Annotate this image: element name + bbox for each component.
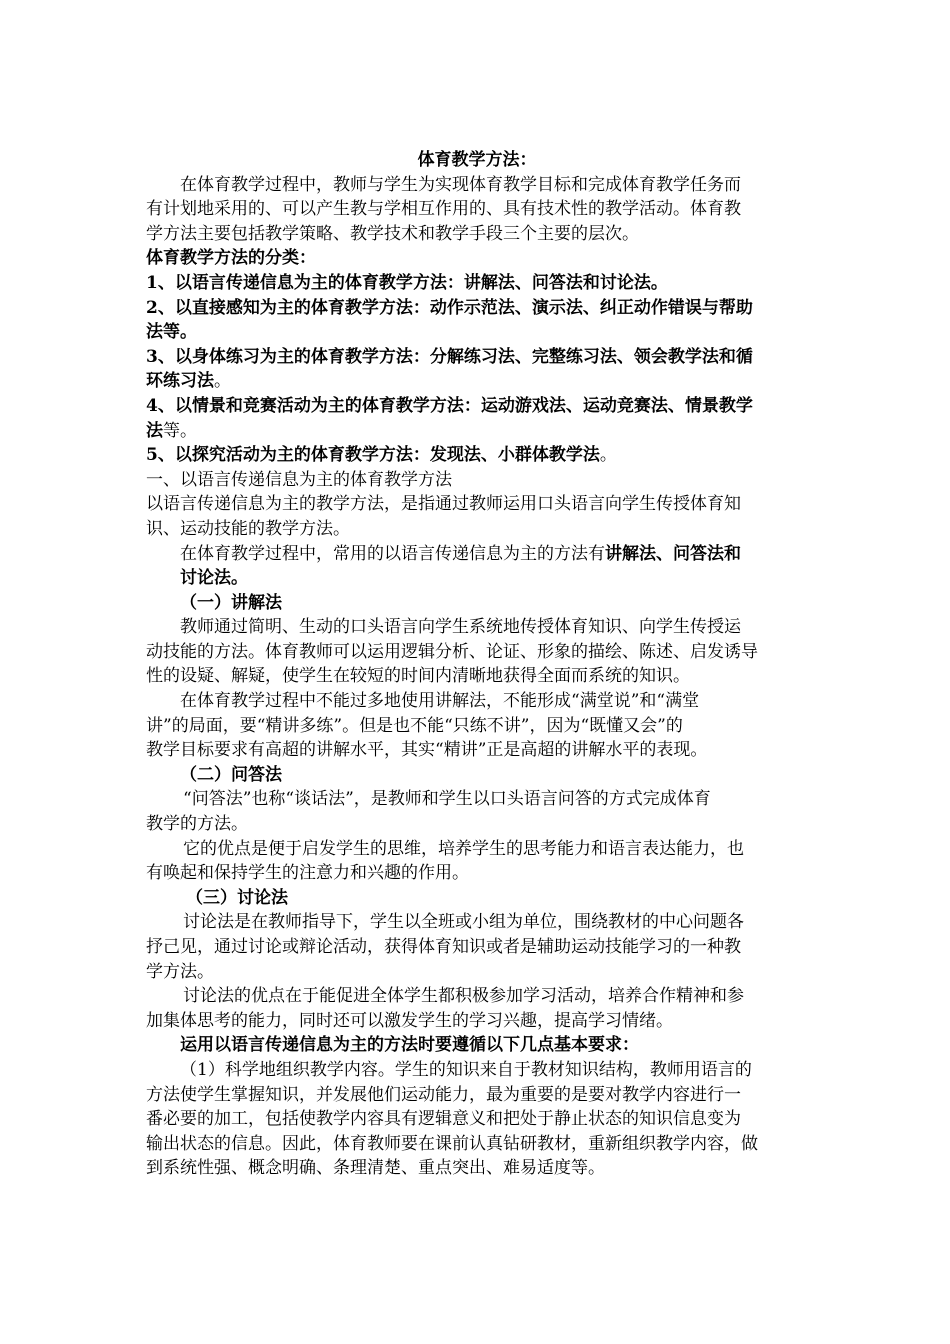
paragraph-line: 性的设疑、解疑，使学生在较短的时间内清晰地获得全面而系统的知识。: [146, 666, 690, 687]
paragraph-line: 动技能的方法。体育教师可以运用逻辑分析、论证、形象的描绘、陈述、启发诱导: [146, 641, 758, 662]
paragraph-line: （1）科学地组织教学内容。学生的知识来自于教材知识结构，教师用语言的: [180, 1059, 752, 1080]
paragraph-line: 有唤起和保持学生的注意力和兴趣的作用。: [146, 863, 469, 884]
common-methods-line: 在体育教学过程中，常用的以语言传递信息为主的方法有讲解法、问答法和: [180, 543, 741, 564]
paragraph-line: 在体育教学过程中不能过多地使用讲解法，不能形成“满堂说”和“满堂: [180, 691, 700, 712]
classification-item: 法等。: [146, 322, 197, 343]
section-definition-line: 以语言传递信息为主的教学方法，是指通过教师运用口头语言向学生传授体育知: [146, 494, 741, 515]
classification-heading: 体育教学方法的分类：: [146, 248, 316, 269]
paragraph-line: 抒己见，通过讨论或辩论活动，获得体育知识或者是辅助运动技能学习的一种教: [146, 937, 741, 957]
paragraph-line: 讨论法的优点在于能促进全体学生都积极参加学习活动，培养合作精神和参: [183, 986, 744, 1007]
classification-item: 5、以探究活动为主的体育教学方法：发现法、小群体教学法。: [146, 445, 617, 466]
document-title: 体育教学方法：: [417, 150, 537, 170]
paragraph-line: 教师通过简明、生动的口头语言向学生系统地传授体育知识、向学生传授运: [180, 617, 741, 638]
intro-line: 有计划地采用的、可以产生教与学相互作用的、具有技术性的教学活动。体育教: [146, 199, 741, 220]
paragraph-line: 到系统性强、概念明确、条理清楚、重点突出、难易适度等。: [146, 1158, 605, 1179]
subsection-heading: （三）讨论法: [186, 887, 288, 908]
common-methods-line: 讨论法。: [180, 568, 248, 589]
paragraph-line: 加集体思考的能力，同时还可以激发学生的学习兴趣，提高学习情绪。: [146, 1010, 673, 1031]
classification-item: 2、以直接感知为主的体育教学方法：动作示范法、演示法、纠正动作错误与帮助: [146, 297, 753, 318]
requirements-heading: 运用以语言传递信息为主的方法时要遵循以下几点基本要求：: [180, 1035, 639, 1056]
section-heading: 一、以语言传递信息为主的体育教学方法: [146, 469, 452, 490]
paragraph-line: 学方法。: [146, 961, 214, 982]
paragraph-line: 讨论法是在教师指导下，学生以全班或小组为单位，围绕教材的中心问题各: [183, 912, 744, 933]
classification-item: 1、以语言传递信息为主的体育教学方法：讲解法、问答法和讨论法。: [146, 272, 668, 293]
intro-line: 学方法主要包括教学策略、教学技术和教学手段三个主要的层次。: [146, 223, 639, 244]
classification-item: 4、以情景和竞赛活动为主的体育教学方法：运动游戏法、运动竞赛法、情景教学: [146, 395, 753, 416]
section-definition-line: 识、运动技能的教学方法。: [146, 518, 350, 539]
subsection-heading: （一）讲解法: [180, 592, 282, 613]
paragraph-line: 输出状态的信息。因此，体育教师要在课前认真钻研教材，重新组织教学内容，做: [146, 1133, 758, 1154]
classification-item: 3、以身体练习为主的体育教学方法：分解练习法、完整练习法、领会教学法和循: [146, 346, 753, 367]
intro-line: 在体育教学过程中，教师与学生为实现体育教学目标和完成体育教学任务而: [180, 174, 741, 195]
classification-item: 法等。: [146, 420, 197, 441]
classification-item: 环练习法。: [146, 371, 231, 392]
paragraph-line: “问答法”也称“谈话法”，是教师和学生以口头语言问答的方式完成体育: [183, 789, 711, 810]
paragraph-line: 讲”的局面，要“精讲多练”。但是也不能“只练不讲”，因为“既懂又会”的: [146, 715, 683, 736]
paragraph-line: 它的优点是便于启发学生的思维，培养学生的思考能力和语言表达能力，也: [183, 838, 744, 859]
paragraph-line: 教学的方法。: [146, 814, 248, 835]
paragraph-line: 方法使学生掌握知识，并发展他们运动能力，最为重要的是要对教学内容进行一: [146, 1084, 741, 1105]
paragraph-line: 番必要的加工，包括使教学内容具有逻辑意义和把处于静止状态的知识信息变为: [146, 1109, 741, 1130]
subsection-heading: （二）问答法: [180, 764, 282, 785]
paragraph-line: 教学目标要求有高超的讲解水平，其实“精讲”正是高超的讲解水平的表现。: [146, 740, 708, 761]
